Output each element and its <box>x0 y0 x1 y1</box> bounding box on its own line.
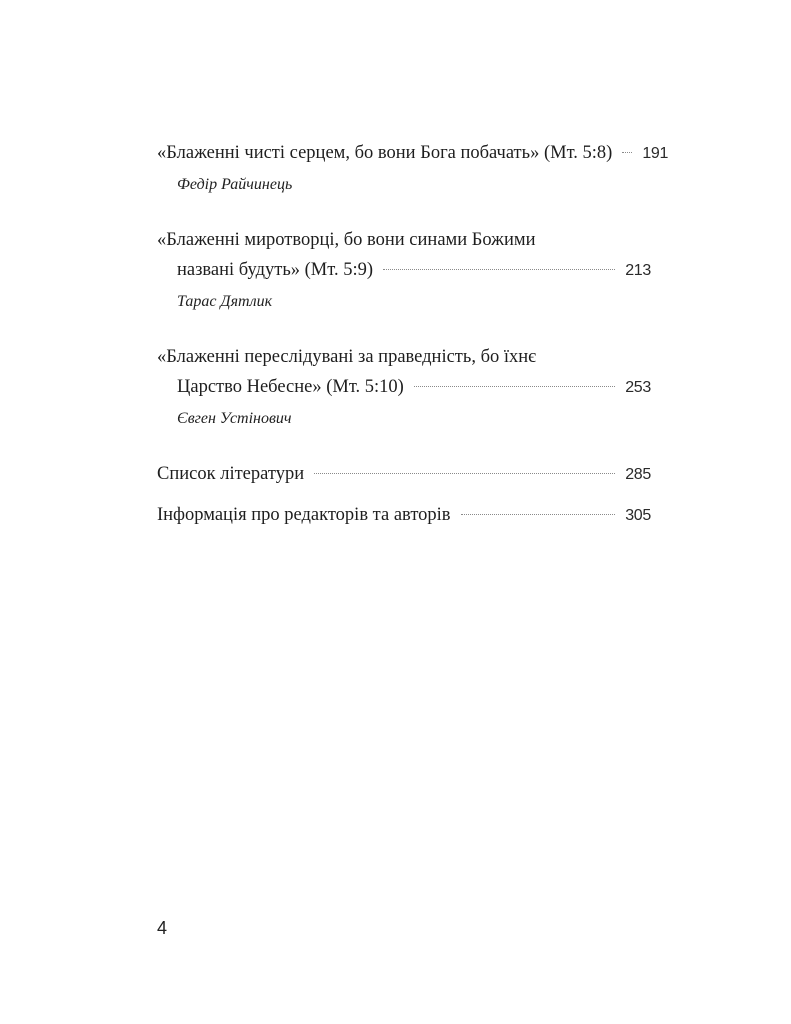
toc-entry-line <box>157 342 651 372</box>
toc-entry-beatitude-peacemakers[interactable] <box>157 225 651 313</box>
toc-page-number[interactable]: 305 <box>625 507 651 524</box>
toc-entry-line-continued <box>157 372 651 403</box>
page-folio: 4 <box>157 918 168 938</box>
toc-entry-line <box>157 225 651 255</box>
dot-leader <box>622 152 632 153</box>
toc-page-number[interactable]: 213 <box>625 262 651 279</box>
dot-leader <box>461 514 616 515</box>
spacer <box>157 196 651 225</box>
toc-entry-author: Тарас Дятлик <box>177 293 273 310</box>
toc-entry-title[interactable]: Список літератури <box>157 464 305 484</box>
toc-entry-line <box>157 459 651 490</box>
spacer <box>157 430 651 459</box>
toc-entry-title-continued[interactable]: названі будуть» (Мт. 5:9) <box>177 260 373 280</box>
dot-leader <box>414 386 615 387</box>
spacer <box>157 490 651 500</box>
toc-entry-line <box>157 500 651 531</box>
toc-entry-title[interactable]: «Блаженні переслідувані за праведність, бо їхнє <box>157 347 537 367</box>
toc-entry-beatitude-pure-in-heart[interactable] <box>157 138 669 196</box>
toc-entry-about-editors-authors[interactable] <box>157 500 651 531</box>
table-of-contents <box>157 138 669 531</box>
toc-entry-beatitude-persecuted[interactable] <box>157 342 651 430</box>
toc-page-number[interactable]: 285 <box>625 466 651 483</box>
toc-entry-title-continued[interactable]: Царство Небесне» (Мт. 5:10) <box>177 377 404 397</box>
toc-entry-bibliography[interactable] <box>157 459 651 490</box>
toc-entry-author: Федір Райчинець <box>177 176 293 193</box>
toc-entry-title[interactable]: «Блаженні миротворці, бо вони синами Божими <box>157 230 536 250</box>
toc-entry-title[interactable]: «Блаженні чисті серцем, бо вони Бога побачать» (Мт. 5:8) <box>157 143 613 163</box>
dot-leader <box>314 473 615 474</box>
toc-entry-title[interactable]: Інформація про редакторів та авторів <box>157 505 451 525</box>
toc-entry-author: Євген Устінович <box>177 410 292 427</box>
spacer <box>157 313 651 342</box>
toc-entry-line <box>157 138 669 169</box>
toc-entry-line-continued <box>157 255 651 286</box>
toc-page-number[interactable]: 253 <box>625 379 651 396</box>
dot-leader <box>383 269 615 270</box>
toc-page-number[interactable]: 191 <box>642 145 669 162</box>
